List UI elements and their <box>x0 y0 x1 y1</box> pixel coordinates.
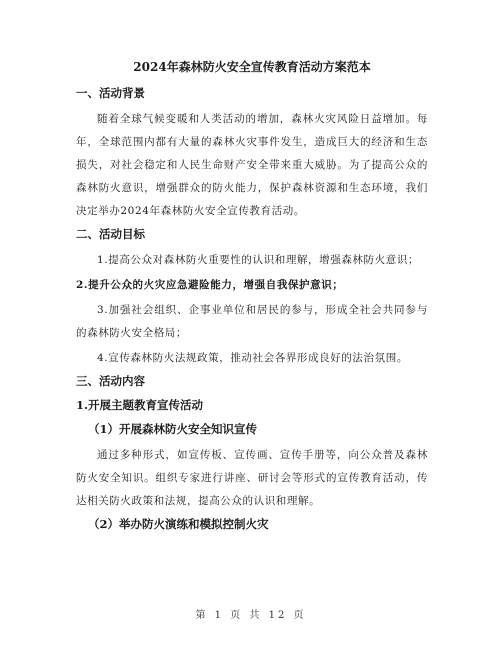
goal-item-4: 4.宣传森林防火法规政策，推动社会各界形成良好的法治氛围。 <box>97 352 408 364</box>
part-heading-knowledge: （1）开展森林防火安全知识宣传 <box>88 422 257 436</box>
section-heading-background: 一、活动背景 <box>76 86 145 100</box>
page-footer: 第 1 页 共 12 页 <box>195 610 307 621</box>
section-heading-content: 三、活动内容 <box>76 374 145 388</box>
knowledge-paragraph: 通过多种形式，如宣传板、宣传画、宣传手册等，向公众普及森林防火安全知识。组织专家进行讲座、研讨会等形式的宣传教育活动，传达相关防火政策和法规，提高公众的认识和理解。 <box>76 449 428 507</box>
document-content <box>76 58 428 539</box>
part-heading-drill: （2）举办防火演练和模拟控制火灾 <box>88 517 269 531</box>
document-title: 2024年森林防火安全宣传教育活动方案范本 <box>133 60 371 74</box>
background-paragraph: 随着全球气候变暖和人类活动的增加，森林火灾风险日益增加。每年，全球范围内都有大量的森林火灾事件发生，造成巨大的经济和生态损失，对社会稳定和人民生命财产安全带来重大威胁。为了提高公众的森林防火意识，增强群众的防火能力，保护森林资源和生态环境，我们决定举办2024年森林防火安全宣传教育活动。 <box>76 113 428 217</box>
goal-item-1: 1.提高公众对森林防火重要性的认识和理解，增强森林防火意识； <box>97 254 420 266</box>
section-heading-goals: 二、活动目标 <box>76 227 145 241</box>
goal-item-3: 3.加强社会组织、企事业单位和居民的参与，形成全社会共同参与的森林防火安全格局； <box>76 304 428 339</box>
goal-item-2: 2.提升公众的火灾应急避险能力，增强自我保护意识； <box>76 279 344 291</box>
subsection-heading-education: 1.开展主题教育宣传活动 <box>76 398 204 412</box>
